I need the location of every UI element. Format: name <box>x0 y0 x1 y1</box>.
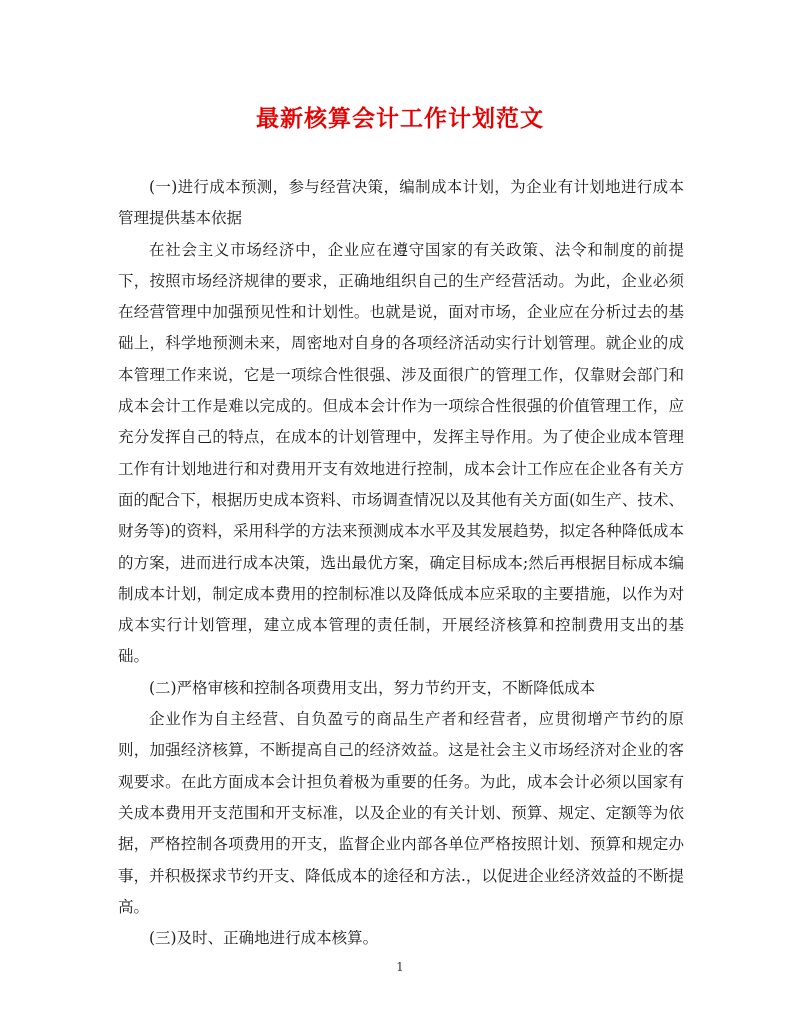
paragraph-section-2-heading: (二)严格审核和控制各项费用支出，努力节约开支，不断降低成本 <box>149 678 596 697</box>
page-number: 1 <box>396 960 404 974</box>
document-title: 最新核算会计工作计划范文 <box>256 106 544 132</box>
paragraph-section-1-heading: (一)进行成本预测，参与经营决策，编制成本计划，为企业有计划地进行成本管理提供基本依据 <box>118 178 684 228</box>
document-body <box>118 172 684 954</box>
paragraph-section-3-heading: (三)及时、正确地进行成本核算。 <box>149 929 379 948</box>
paragraph-section-1-body: 在社会主义市场经济中，企业应在遵守国家的有关政策、法令和制度的前提下，按照市场经济规律的要求，正确地组织自己的生产经营活动。为此，企业必须在经营管理中加强预见性和计划性。也就是说，面对市场，企业应在分析过去的基础上，科学地预测未来，周密地对自身的各项经济活动实行计划管理。就企业的成本管理工作来说，它是一项综合性很强、涉及面很广的管理工作，仅靠财会部门和成本会计工作是难以完成的。但成本会计作为一项综合性很强的价值管理工作，应充分发挥自己的特点，在成本的计划管理中，发挥主导作用。为了使企业成本管理工作有计划地进行和对费用开支有效地进行控制，成本会计工作应在企业各有关方面的配合下，根据历史成本资料、市场调查情况以及其他有关方面(如生产、技术、财务等)的资料，采用科学的方法来预测成本水平及其发展趋势，拟定各种降低成本的方案，进而进行成本决策，选出最优方案，确定目标成本;然后再根据目标成本编制成本计划，制定成本费用的控制标准以及降低成本应采取的主要措施，以作为对成本实行计划管理，建立成本管理的责任制，开展经济核算和控制费用支出的基础。 <box>118 240 684 666</box>
paragraph-section-2-body: 企业作为自主经营、自负盈亏的商品生产者和经营者，应贯彻增产节约的原则，加强经济核算，不断提高自己的经济效益。这是社会主义市场经济对企业的客观要求。在此方面成本会计担负着极为重要的任务。为此，成本会计必须以国家有关成本费用开支范围和开支标准，以及企业的有关计划、预算、规定、定额等为依据，严格控制各项费用的开支，监督企业内部各单位严格按照计划、预算和规定办事，并积极探求节约开支、降低成本的途径和方法.，以促进企业经济效益的不断提高。 <box>118 710 684 916</box>
